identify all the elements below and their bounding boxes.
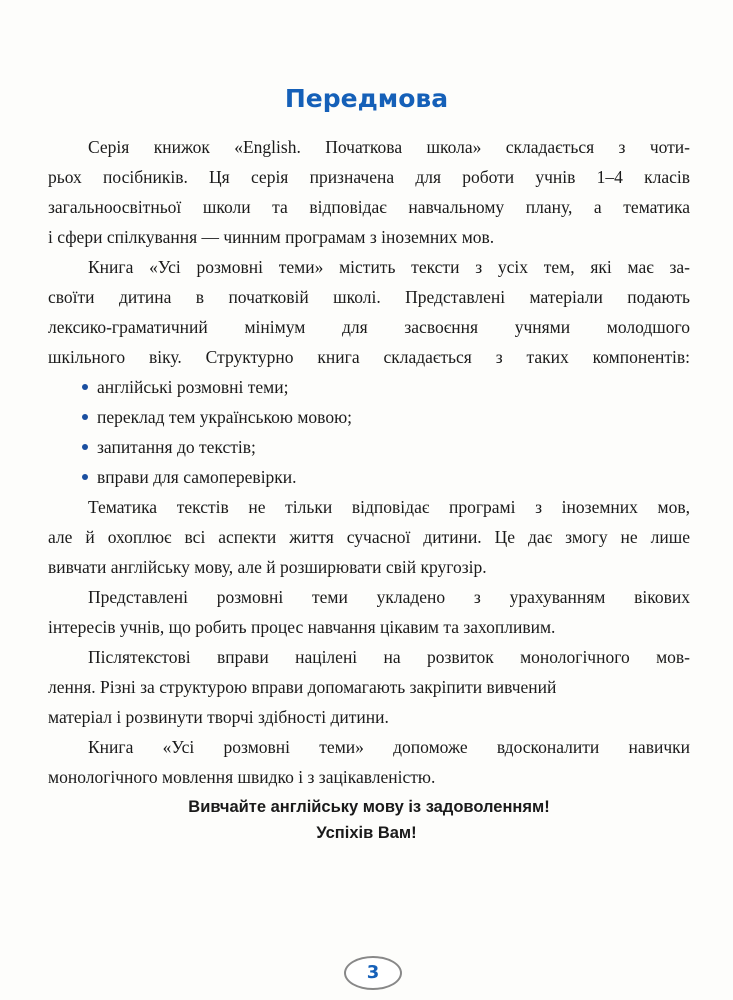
bullet-icon [82, 384, 88, 390]
list-item [48, 462, 690, 492]
text-line: вивчати англійську мову, але й розширювати свій кругозір. [48, 557, 487, 577]
text-line: лення. Різні за структурою вправи допомагають закріпити вивчений [48, 677, 557, 697]
text-line: шкільного віку. Структурно книга складається з таких компонентів: [48, 347, 690, 367]
text-line: Тематика текстів не тільки відповідає програмі з іноземних мов, [88, 497, 690, 517]
list-item [48, 372, 690, 402]
wishes-line: Успіхів Вам! [316, 824, 417, 842]
text-line: матеріал і розвинути творчі здібності дитини. [48, 707, 389, 727]
list-item-text: вправи для самоперевірки. [97, 467, 297, 487]
page-title: Передмова [284, 84, 449, 113]
text-line: лексико-граматичний мінімум для засвоєння учнями молодшого [48, 317, 690, 337]
preface-body [48, 132, 690, 822]
page-number: 3 [344, 956, 402, 990]
text-line: Післятекстові вправи націлені на розвиток монологічного мов- [88, 647, 690, 667]
text-line: рьох посібників. Ця серія призначена для роботи учнів 1–4 класів [48, 167, 690, 187]
text-line: інтересів учнів, що робить процес навчання цікавим та захопливим. [48, 617, 556, 637]
text-line: Серія книжок «English. Початкова школа» складається з чоти- [88, 137, 690, 157]
list-item-text: запитання до текстів; [97, 437, 256, 457]
text-line: Книга «Усі розмовні теми» допоможе вдосконалити навички [88, 737, 690, 757]
text-line: монологічного мовлення швидко і з зацікавленістю. [48, 767, 436, 787]
list-item [48, 432, 690, 462]
bullet-icon [82, 444, 88, 450]
text-line: загальноосвітньої школи та відповідає навчальному плану, а тематика [48, 197, 690, 217]
list-item [48, 402, 690, 432]
bullet-icon [82, 414, 88, 420]
list-item-text: переклад тем українською мовою; [97, 407, 353, 427]
text-line: Представлені розмовні теми укладено з урахуванням вікових [88, 587, 690, 607]
closing-line: Вивчайте англійську мову із задоволенням! [188, 798, 550, 816]
text-line: але й охоплює всі аспекти життя сучасної дитини. Це дає змогу не лише [48, 527, 690, 547]
text-line: і сфери спілкування — чинним програмам з іноземних мов. [48, 227, 495, 247]
text-line: своїти дитина в початковій школі. Представлені матеріали подають [48, 287, 690, 307]
list-item-text: англійські розмовні теми; [97, 377, 289, 397]
bullet-icon [82, 474, 88, 480]
text-line: Книга «Усі розмовні теми» містить тексти з усіх тем, які має за- [88, 257, 690, 277]
